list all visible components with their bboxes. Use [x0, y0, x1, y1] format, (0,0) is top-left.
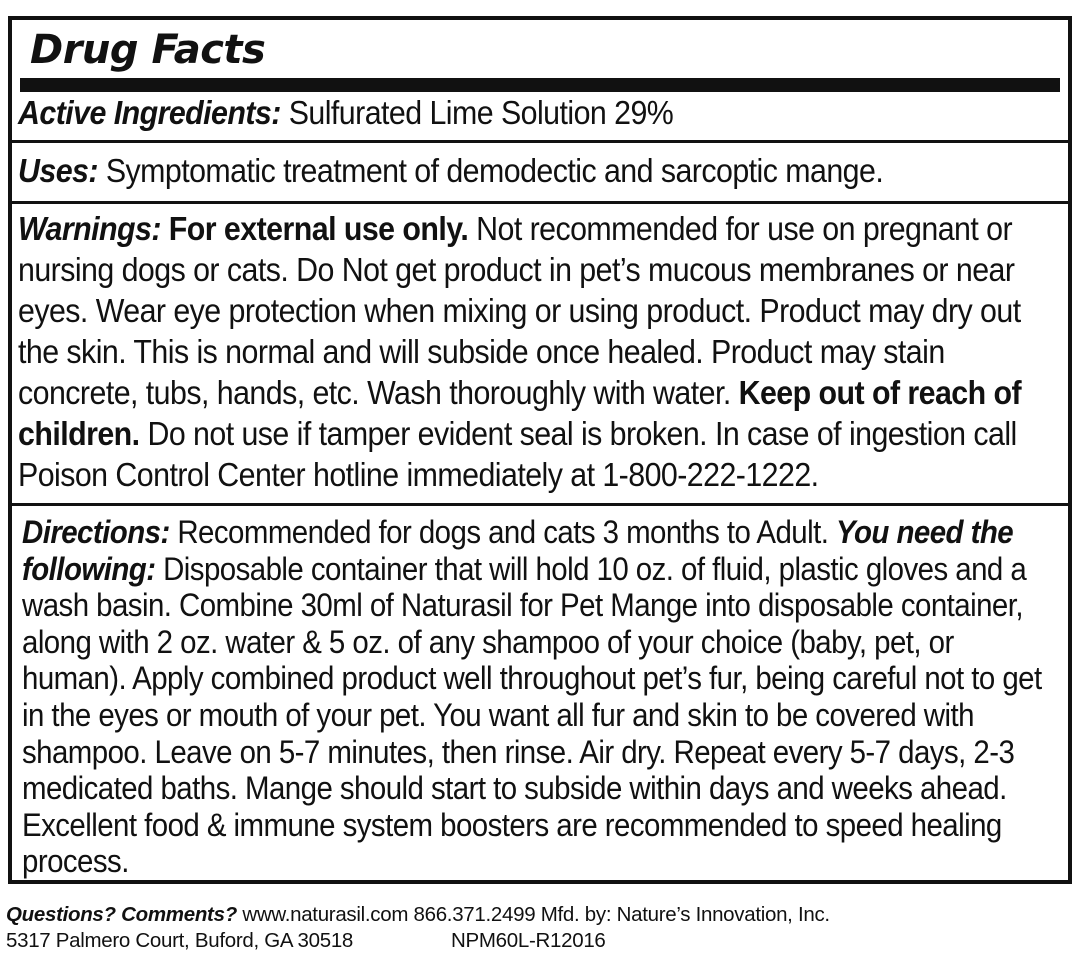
footer-website: www.naturasil.com	[236, 903, 409, 926]
warnings-external-use: For external use only.	[160, 210, 469, 247]
directions-section	[22, 514, 1062, 880]
warnings-keep-out-of-reach: Keep out of reach of children.	[18, 374, 1022, 452]
warnings-heading: Warnings:	[18, 210, 161, 247]
directions-text-1: Recommended for dogs and cats 3 months to Adult.	[169, 514, 836, 550]
footer-line-1	[6, 902, 1066, 928]
active-ingredients-text: Sulfurated Lime Solution 29%	[280, 94, 674, 131]
active-ingredients-section	[18, 92, 1030, 133]
footer-questions: Questions? Comments?	[6, 903, 237, 926]
footer-manufacturer: Mfd. by: Nature’s Innovation, Inc.	[535, 903, 830, 926]
directions-subheading: You need the following:	[22, 514, 1014, 587]
title-divider	[20, 78, 1060, 92]
footer-code: NPM60L-R12016	[451, 929, 606, 952]
warnings-text-1: Not recommended for use on pregnant or nursing dogs or cats. Do Not get product in pet’s mucous membranes or near eyes. Wear eye protection when mixing or using product. Product may dry out the skin. This is normal and will subside once healed. Product may stain concrete, tubs, hands, etc. Wash thoroughly with water.	[18, 210, 1021, 411]
divider-warnings	[12, 503, 1068, 506]
divider-uses	[12, 201, 1068, 204]
active-ingredients-heading: Active Ingredients:	[18, 94, 281, 131]
uses-section	[18, 150, 1030, 191]
footer-address: 5317 Palmero Court, Buford, GA 30518	[6, 929, 354, 952]
footer	[6, 902, 1066, 954]
footer-line-2	[6, 928, 1066, 954]
warnings-section	[18, 208, 1067, 495]
drug-facts-panel	[8, 16, 1072, 884]
divider-active	[12, 140, 1068, 143]
drug-facts-title: Drug Facts	[30, 27, 266, 73]
directions-text-2: Disposable container that will hold 10 oz. of fluid, plastic gloves and a wash basin. Combine 30ml of Naturasil for Pet Mange into disposable container, along with 2 oz. water & 5 oz. of any shampoo of your choice (baby, pet, or human). Apply combined product well throughout pet’s fur, being careful not to get in the eyes or mouth of your pet. You want all fur and skin to be covered with shampoo. Leave on 5-7 minutes, then rinse. Air dry. Repeat every 5-7 days, 2-3 medicated baths. Mange should start to subside within days and weeks ahead. Excellent food & immune system boosters are recommended to speed healing process.	[22, 550, 1042, 880]
uses-text: Symptomatic treatment of demodectic and sarcoptic mange.	[97, 152, 884, 189]
footer-phone: 866.371.2499	[408, 903, 536, 926]
uses-heading: Uses:	[18, 152, 98, 189]
warnings-text-2: Do not use if tamper evident seal is broken. In case of ingestion call Poison Control Center hotline immediately at 1-800-222-1222.	[18, 415, 1017, 493]
directions-heading: Directions:	[22, 514, 170, 550]
